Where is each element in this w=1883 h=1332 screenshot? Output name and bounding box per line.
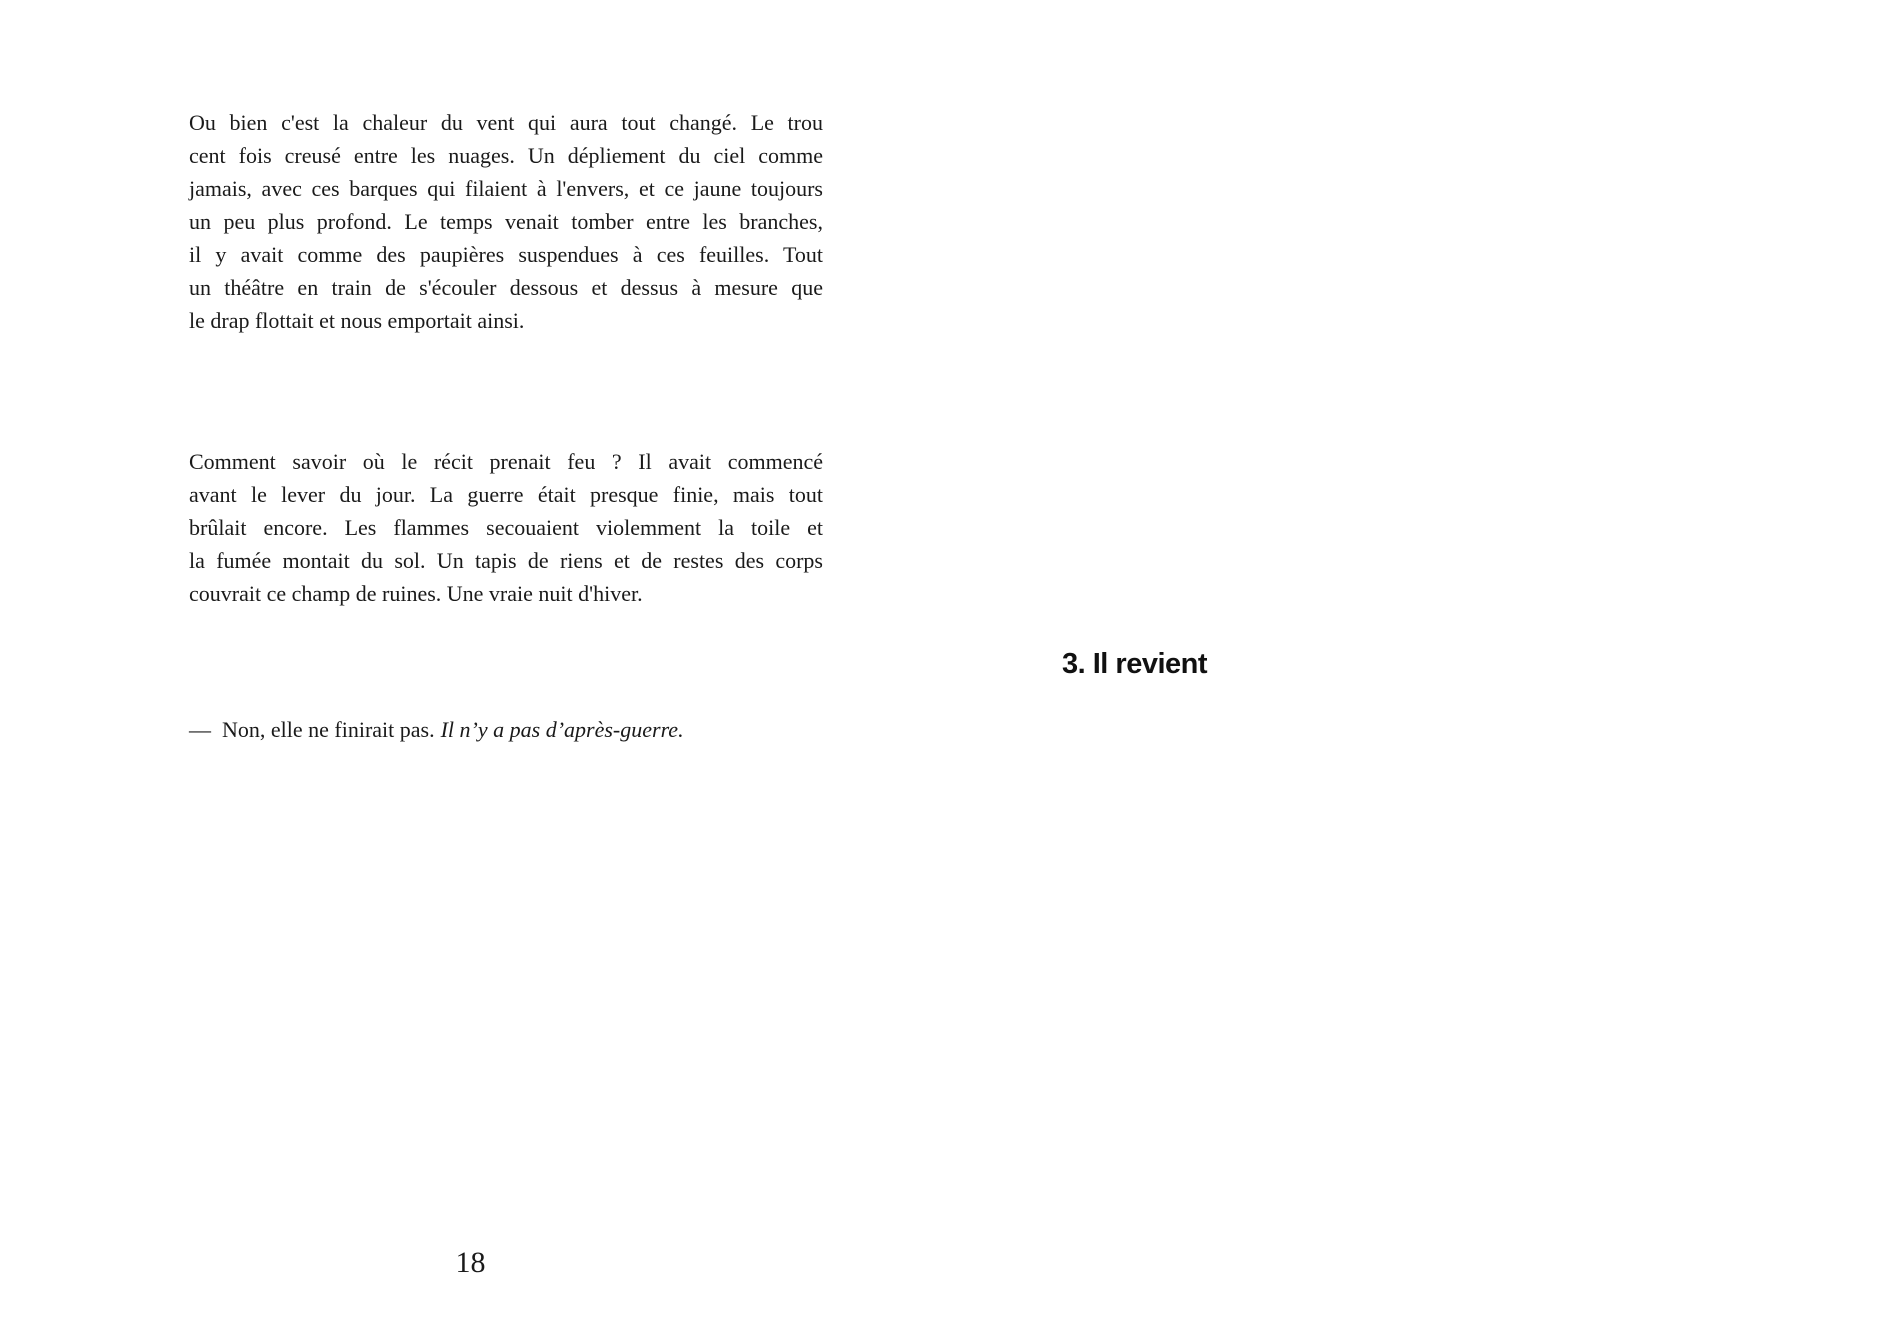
body-line: couvrait ce champ de ruines. Une vraie nuit d'hiver. [189,581,643,606]
body-line: le drap flottait et nous emportait ainsi. [189,308,525,333]
paragraph [189,106,823,337]
left-page-text-column [189,106,823,746]
body-line: cent fois creusé entre les nuages. Un dépliement du ciel comme [189,143,823,168]
body-line: jamais, avec ces barques qui filaient à l'envers, et ce jaune toujours [189,176,823,201]
page-number: 18 [455,1246,486,1279]
body-line: Ou bien c'est la chaleur du vent qui aura tout changé. Le trou [189,110,823,135]
body-line: avant le lever du jour. La guerre était presque finie, mais tout [189,482,823,507]
body-line: un théâtre en train de s'écouler dessous et dessus à mesure que [189,275,823,300]
paragraph [189,445,823,610]
body-line: la fumée montait du sol. Un tapis de riens et de restes des corps [189,548,823,573]
body-line: un peu plus profond. Le temps venait tomber entre les branches, [189,209,823,234]
body-line: il y avait comme des paupières suspendues à ces feuilles. Tout [189,242,823,267]
dialogue-line [189,713,823,746]
em-dash: — [189,717,211,742]
body-line: Comment savoir où le récit prenait feu ? Il avait commencé [189,449,823,474]
dialogue-roman-text: Non, elle ne finirait pas. [222,717,435,742]
body-line: brûlait encore. Les flammes secouaient violemment la toile et [189,515,823,540]
dialogue-italic-text: Il n’y a pas d’après-guerre. [440,717,684,742]
chapter-heading: 3. Il revient [1062,648,1208,680]
